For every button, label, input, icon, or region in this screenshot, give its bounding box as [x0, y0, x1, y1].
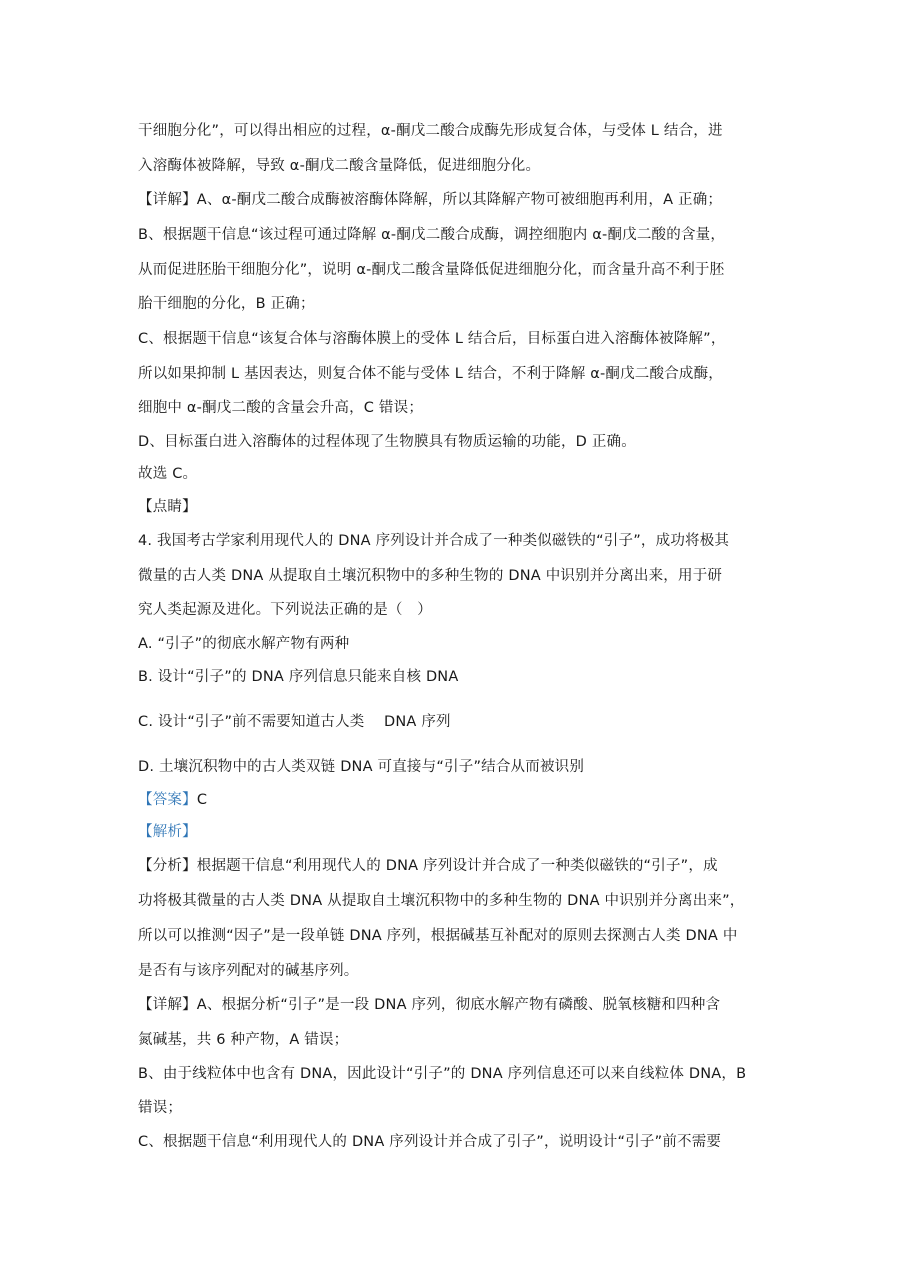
text-line: 错误； [138, 1100, 183, 1116]
text-line: 【分析】根据题干信息“利用现代人的 DNA 序列设计并合成了一种类似磁铁的“引子”，成 [138, 858, 718, 874]
text-line: C、根据题干信息“利用现代人的 DNA 序列设计并合成了引子”，说明设计“引子”前不需要 [138, 1134, 722, 1150]
text-line: 故选 C。 [138, 466, 198, 482]
option-c: C. 设计“引子”前不需要知道古人类 DNA 序列 [138, 714, 451, 730]
question-line: 究人类起源及进化。下列说法正确的是（ ） [138, 602, 432, 618]
answer-value: C [196, 792, 208, 808]
option-b: B. 设计“引子”的 DNA 序列信息只能来自核 DNA [138, 669, 459, 685]
text-line: B、根据题干信息“该过程可通过降解 α-酮戊二酸合成酶，调控细胞内 α-酮戊二酸的含量， [138, 227, 726, 243]
text-line: C、根据题干信息“该复合体与溶酶体膜上的受体 L 结合后，目标蛋白进入溶酶体被降解”， [138, 331, 726, 347]
text-line: 从而促进胚胎干细胞分化”，说明 α-酮戊二酸含量降低促进细胞分化，而含量升高不利于胚 [138, 262, 725, 278]
text-line: 干细胞分化”，可以得出相应的过程，α-酮戊二酸合成酶先形成复合体，与受体 L 结合，进 [138, 123, 723, 139]
text-line: 入溶酶体被降解，导致 α-酮戊二酸含量降低，促进细胞分化。 [138, 158, 541, 174]
text-line: 【详解】A、α-酮戊二酸合成酶被溶酶体降解，所以其降解产物可被细胞再利用，A 正确； [138, 192, 723, 208]
text-line: D、目标蛋白进入溶酶体的过程体现了生物膜具有物质运输的功能，D 正确。 [138, 434, 636, 450]
analysis-label: 【解析】 [138, 824, 197, 840]
text-line: 细胞中 α-酮戊二酸的含量会升高，C 错误； [138, 400, 424, 416]
text-line: 所以如果抑制 L 基因表达，则复合体不能与受体 L 结合，不利于降解 α-酮戊二酸合成酶， [138, 366, 723, 382]
answer-label: 【答案】 [138, 792, 197, 808]
text-line: 是否有与该序列配对的碱基序列。 [138, 963, 359, 979]
question-line: 微量的古人类 DNA 从提取自土壤沉积物中的多种生物的 DNA 中识别并分离出来，用于研 [138, 568, 723, 584]
question-line: 4. 我国考古学家利用现代人的 DNA 序列设计并合成了一种类似磁铁的“引子”，成功将极其 [138, 533, 730, 549]
text-line: 所以可以推测“因子”是一段单链 DNA 序列，根据碱基互补配对的原则去探测古人类 DNA 中 [138, 928, 738, 944]
text-line: 胎干细胞的分化，B 正确； [138, 296, 315, 312]
text-line: 【详解】A、根据分析“引子”是一段 DNA 序列，彻底水解产物有磷酸、脱氧核糖和四种含 [138, 997, 721, 1013]
text-line: B、由于线粒体中也含有 DNA，因此设计“引子”的 DNA 序列信息还可以来自线粒体 DNA，B [138, 1066, 747, 1082]
section-label: 【点睛】 [138, 499, 197, 515]
option-a: A. “引子”的彻底水解产物有两种 [138, 636, 350, 652]
text-line: 氮碱基，共 6 种产物，A 错误； [138, 1032, 349, 1048]
answer-line [138, 790, 207, 810]
option-d: D. 土壤沉积物中的古人类双链 DNA 可直接与“引子”结合从而被识别 [138, 759, 585, 775]
text-line: 功将极其微量的古人类 DNA 从提取自土壤沉积物中的多种生物的 DNA 中识别并分离出来”， [138, 893, 745, 909]
